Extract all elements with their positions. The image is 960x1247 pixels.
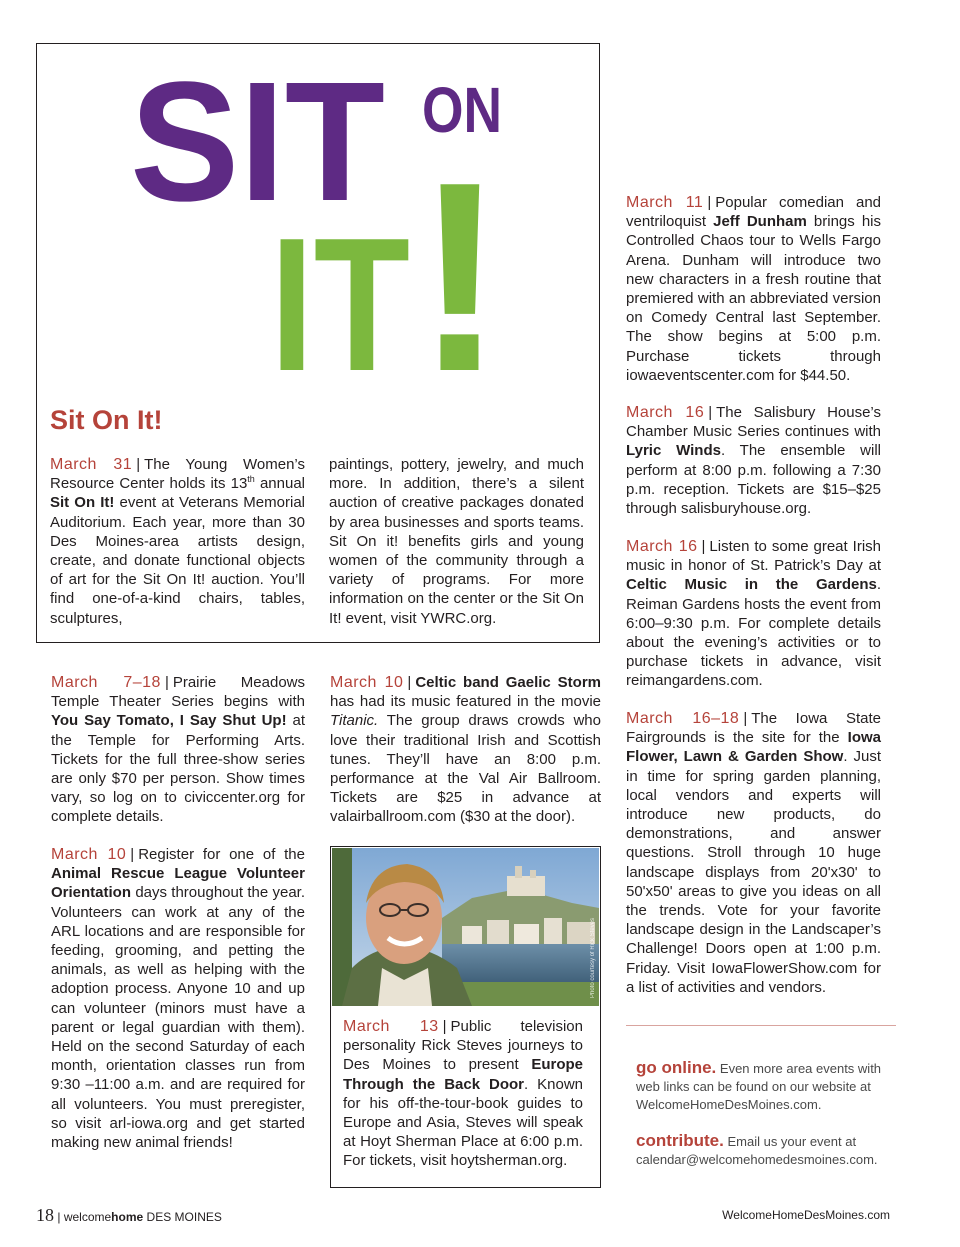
event-highlight: Europe Through the Back Door bbox=[343, 1056, 583, 1093]
event-highlight: You Say Tomato, I Say Shut Up! bbox=[51, 712, 287, 730]
event-march-10-gaelic: March 10 | Celtic band Gaelic Storm has had its music featured in the movie Titanic. The group draws crowds who love their traditional Irish and Scottish tunes. They’ll have an 8:00 p.m. performance at the Val Air Ballroom. Tickets are $25 in advance at valairballroom.com ($30 at the door). bbox=[330, 674, 601, 826]
photo-credit: Photo courtesy of Rick Steves bbox=[590, 917, 596, 998]
footer-pipe: | bbox=[57, 1210, 61, 1224]
feature-text-right: paintings, pottery, jewelry, and much more. In addition, there’s a silent auction of creative packages donated by area businesses and sports teams. Sit On it! benefits girls and young women of the community through a variety of programs. For more information on the center or the Sit On It! event, visit YWRC.org. bbox=[329, 456, 584, 627]
event-highlight: Animal Rescue League Volunteer Orientation bbox=[51, 865, 305, 902]
event-march-13: March 13 | Public television personality Rick Steves journeys to Des Moines to present Europe Through the Back Door. Known for his off-the-tour-book guides to Europe and Asia, Steves will speak at Hoyt Sherman Place at 6:00 p.m. For tickets, visit hoytsherman.org. bbox=[343, 1018, 583, 1170]
event-highlight: Iowa Flower, Lawn & Garden Show bbox=[626, 729, 881, 766]
event-date: March 10 bbox=[51, 846, 127, 863]
event-date: March 11 bbox=[626, 194, 704, 211]
promo-online bbox=[636, 1059, 882, 1114]
feature-title: Sit On It! bbox=[50, 405, 163, 435]
event-highlight: Sit On It! bbox=[50, 494, 115, 512]
promo-contribute-label: contribute. bbox=[636, 1131, 724, 1150]
logo-sit: SIT bbox=[130, 75, 385, 237]
promo-online-label: go online. bbox=[636, 1058, 717, 1077]
event-highlight: Jeff Dunham bbox=[713, 213, 807, 231]
event-march-16-18: March 16–18 | The Iowa State Fairgrounds is the site for the Iowa Flower, Lawn & Garden Show. Just in time for spring garden planning, local vendors and experts will introduce new products, do demonstrations, and answer questions. Stroll through 10 huge landscape displays from 20'x30' to 50'x50' areas to give you ideas on all the trends. Vote for your favorite landscape design in the Landscaper’s Challenge! Doors open at 1:00 p.m. Friday. Visit IowaFlowerShow.com for a list of activities and vendors. bbox=[626, 710, 881, 996]
footer-brand-home: home bbox=[111, 1210, 144, 1224]
event-march-16-celtic: March 16 | Listen to some great Irish music in honor of St. Patrick’s Day at Celtic Music in the Gardens. Reiman Gardens hosts the event from 6:00–9:30 p.m. For complete details about the evening’s activities or to purchase tickets in advance, visit reimangardens.com. bbox=[626, 538, 881, 690]
event-highlight: Lyric Winds bbox=[626, 442, 721, 460]
divider bbox=[626, 1025, 896, 1026]
event-march-16-salisbury: March 16 | The Salisbury House’s Chamber Music Series continues with Lyric Winds. The ensemble will perform at 8:00 p.m. following a 7:30 p.m. reception. Tickets are $15–$25 through salisburyhouse.org. bbox=[626, 404, 881, 518]
event-march-10-arl: March 10 | Register for one of the Animal Rescue League Volunteer Orientation days throughout the year. Volunteers can work at any of the ARL locations and are responsible for feeding, grooming, and petting the animals, as well as helping with the adoption process. Anyone 10 and up can volunteer (minors must have a parent or legal guardian with them). Held on the second Saturday of each month, orientation classes run from 9:30 –11:00 a.m. and are required for all volunteers. You must preregister, so visit arl-iowa.org and get started making new animal friends! bbox=[51, 846, 305, 1152]
event-date: March 16 bbox=[626, 538, 698, 555]
event-highlight: Celtic Music in the Gardens bbox=[626, 576, 877, 594]
event-march-7-18: March 7–18 | Prairie Meadows Temple Theater Series begins with You Say Tomato, I Say Shut Up! at the Temple for Performing Arts. Tickets for the full three-show series are only $70 per person. Show times vary, so log on to civiccenter.org for complete details. bbox=[51, 674, 305, 826]
event-date: March 16–18 bbox=[626, 710, 740, 727]
event-date: March 31 bbox=[50, 456, 133, 473]
event-march-11: March 11 | Popular comedian and ventriloquist Jeff Dunham brings his Controlled Chaos tour to Wells Fargo Arena. Dunham will introduce two new characters in a fresh routine that premiered with an abbreviated version on Comedy Central last September. The show begins at 5:00 p.m. Purchase tickets through iowaeventscenter.com for $44.50. bbox=[626, 194, 881, 384]
page-number: 18 bbox=[36, 1205, 54, 1225]
event-date: March 13 bbox=[343, 1018, 439, 1035]
feature-text-left: March 31 | The Young Women’s Resource Center holds its 13th annual Sit On It! event at Veterans Memorial Auditorium. Each year, more than 30 Des Moines-area artists design, create, and donate functional objects of art for the Sit On It! auction. You’ll find one-of-a-kind chairs, tables, sculptures, bbox=[50, 456, 305, 627]
event-date: March 16 bbox=[626, 404, 705, 421]
footer-brand-welcome: welcome bbox=[63, 1210, 112, 1224]
rick-steves-photo bbox=[332, 848, 599, 1006]
footer-website: WelcomeHomeDesMoines.com bbox=[722, 1208, 890, 1222]
footer-left bbox=[36, 1205, 222, 1226]
promo-contribute-text: Email us your event at calendar@welcomehomedesmoines.com. bbox=[636, 1134, 878, 1167]
sit-on-it-logo bbox=[130, 75, 520, 385]
promo-online-text: Even more area events with web links can be found on our website at WelcomeHomeDesMoines.com. bbox=[636, 1061, 882, 1112]
event-date: March 10 bbox=[330, 674, 404, 691]
logo-it: IT bbox=[270, 199, 410, 385]
footer-brand-city: DES MOINES bbox=[146, 1210, 222, 1224]
event-date: March 7–18 bbox=[51, 674, 161, 691]
event-highlight: Celtic band Gaelic Storm bbox=[415, 674, 601, 691]
logo-exclamation: ! bbox=[415, 127, 505, 385]
logo-on: ON bbox=[422, 75, 502, 146]
promo-contribute bbox=[636, 1132, 882, 1169]
